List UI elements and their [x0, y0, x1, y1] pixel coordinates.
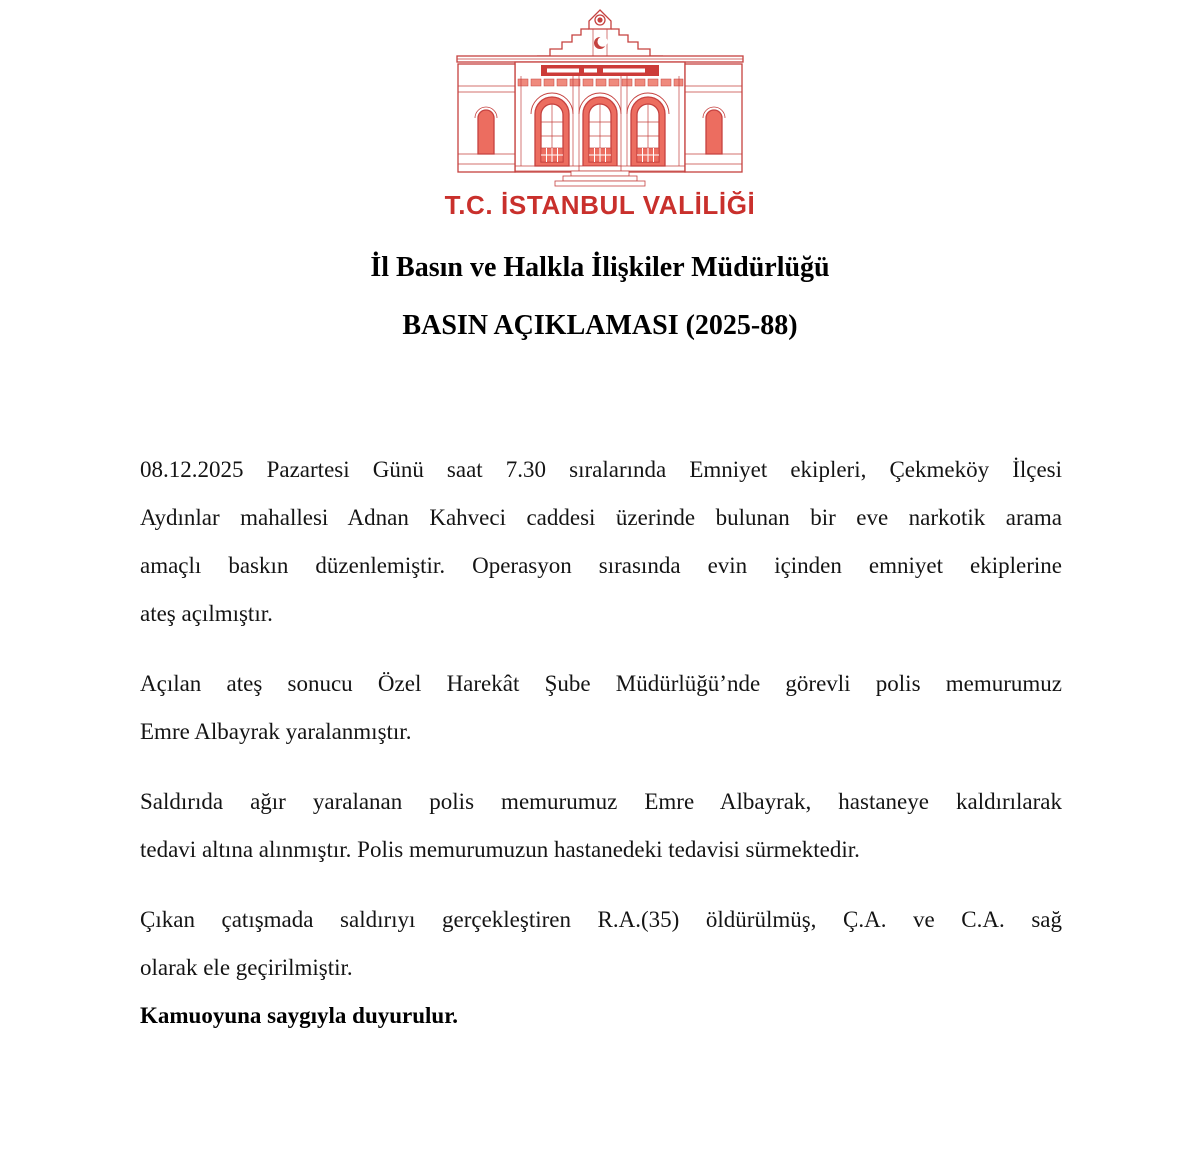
paragraph-suspects — [140, 896, 1062, 992]
text-line: ateş açılmıştır. — [140, 601, 273, 627]
press-release-title: BASIN AÇIKLAMASI (2025-88) — [402, 310, 798, 342]
press-release-body — [0, 446, 1200, 1040]
text-line: olarak ele geçirilmiştir. — [140, 955, 353, 981]
paragraph-officer-wounded — [140, 660, 1062, 756]
document-masthead — [0, 0, 1200, 221]
governorship-title: T.C. İSTANBUL VALİLİĞİ — [444, 190, 756, 220]
closing-statement: Kamuoyuna saygıyla duyurulur. — [140, 1003, 459, 1029]
department-heading: İl Basın ve Halkla İlişkiler Müdürlüğü — [370, 251, 830, 283]
paragraph-hospital — [140, 778, 1062, 874]
text-line: Saldırıda ağır yaralanan polis memurumuz Emre Albayrak, hastaneye kaldırılarak — [140, 789, 1062, 815]
text-line: Çıkan çatışmada saldırıyı gerçekleştiren R.A.(35) öldürülmüş, Ç.A. ve C.A. sağ — [140, 907, 1062, 933]
text-line: Emre Albayrak yaralanmıştır. — [140, 719, 412, 745]
text-line: tedavi altına alınmıştır. Polis memurumuzun hastanedeki tedavisi sürmektedir. — [140, 837, 860, 863]
text-line: amaçlı baskın düzenlemiştir. Operasyon sırasında evin içinden emniyet ekiplerine — [140, 553, 1062, 579]
text-line: Açılan ateş sonucu Özel Harekât Şube Müdürlüğü’nde görevli polis memurumuz — [140, 671, 1062, 697]
text-line: 08.12.2025 Pazartesi Günü saat 7.30 sıralarında Emniyet ekipleri, Çekmeköy İlçesi — [140, 457, 1062, 483]
istanbul-governorship-building-icon — [455, 8, 745, 188]
text-line: Aydınlar mahallesi Adnan Kahveci caddesi üzerinde bulunan bir eve narkotik arama — [140, 505, 1062, 531]
paragraph-incident — [140, 446, 1062, 638]
